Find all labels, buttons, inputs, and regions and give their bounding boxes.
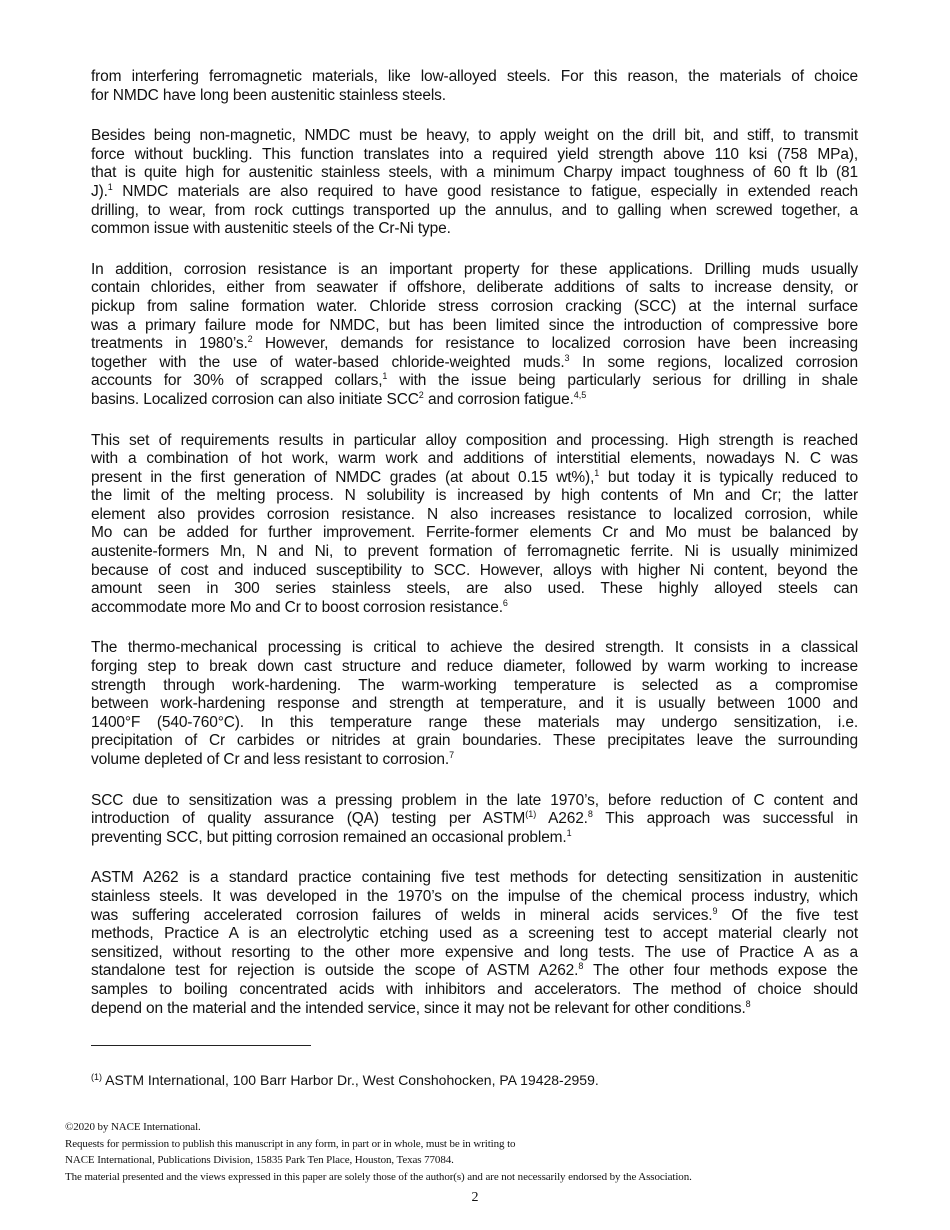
text-run: preventing SCC, but pitting corrosion remained an occasional problem. <box>91 828 567 846</box>
paragraph <box>91 432 858 618</box>
text-run: precipitation of Cr carbides or nitrides at grain boundaries. These precipitates leave the surrounding <box>91 732 858 750</box>
text-line <box>91 261 858 280</box>
text-run: and corrosion fatigue. <box>423 390 574 408</box>
citation-superscript: 1 <box>382 371 388 382</box>
text-line <box>91 829 858 848</box>
text-line <box>91 335 858 354</box>
text-line <box>91 981 858 1000</box>
text-run: amount seen in 300 series stainless steels, are also used. These highly alloyed steels can <box>91 580 858 598</box>
citation-superscript: 8 <box>587 809 593 820</box>
text-line <box>91 962 858 981</box>
text-run: treatments in 1980’s. <box>91 335 248 353</box>
text-line <box>91 944 858 963</box>
footnote-separator <box>91 1045 311 1046</box>
text-run: Of the five test <box>717 906 858 924</box>
paragraph <box>91 127 858 239</box>
text-run: common issue with austenitic steels of the Cr-Ni type. <box>91 220 451 238</box>
text-run: together with the use of water-based chloride-weighted muds. <box>91 353 565 371</box>
text-run: standalone test for rejection is outside the scope of ASTM A262. <box>91 962 579 980</box>
text-run: drilling, to wear, from rock cuttings transported up the annulus, and to galling when screwed together, a <box>91 201 858 219</box>
text-line <box>91 639 858 658</box>
text-run: introduction of quality assurance (QA) testing per ASTM <box>91 810 526 828</box>
text-run: was a primary failure mode for NMDC, but has been limited since the introduction of compressive bore <box>91 316 858 334</box>
text-line <box>91 450 858 469</box>
citation-superscript: 6 <box>502 597 508 608</box>
text-line <box>91 183 858 202</box>
text-line <box>91 68 858 87</box>
text-run: This approach was successful in <box>592 810 859 828</box>
text-run: sensitized, without resorting to the other more expensive and long tests. The use of Practice A as a <box>91 943 858 961</box>
text-run: present in the first generation of NMDC grades (at about 0.15 wt%), <box>91 468 595 486</box>
text-run: methods, Practice A is an electrolytic etching used as a screening test to accept material clearly not <box>91 925 858 943</box>
text-line <box>91 810 858 829</box>
paragraph <box>91 68 858 105</box>
citation-superscript: (1) <box>525 809 537 820</box>
text-run: strength through work-hardening. The warm-working temperature is selected as a compromise <box>91 676 858 694</box>
text-line <box>91 732 858 751</box>
text-run: element also provides corrosion resistance. N also increases resistance to localized corrosion, while <box>91 505 858 523</box>
paragraph <box>91 792 858 848</box>
citation-superscript: 4,5 <box>573 389 587 400</box>
body-text <box>91 68 858 1040</box>
text-run: contain chlorides, either from seawater if offshore, deliberate additions of salts to increase density, or <box>91 279 858 297</box>
text-run: NMDC materials are also required to have good resistance to fatigue, especially in extended reach <box>112 182 858 200</box>
citation-superscript: 3 <box>564 352 570 363</box>
text-run: but today it is typically reduced to <box>599 468 858 486</box>
text-line <box>91 164 858 183</box>
text-line <box>91 279 858 298</box>
citation-superscript: 7 <box>449 750 455 760</box>
text-line <box>91 469 858 488</box>
text-line <box>91 869 858 888</box>
text-run: depend on the material and the intended service, since it may not be relevant for other conditions. <box>91 999 746 1017</box>
text-run: stainless steels. It was developed in the 1970’s on the impulse of the chemical process industry, which <box>91 887 858 905</box>
text-line <box>91 677 858 696</box>
text-run: SCC due to sensitization was a pressing problem in the late 1970’s, before reduction of C content and <box>91 791 858 809</box>
text-run: accounts for 30% of scrapped collars, <box>91 372 383 390</box>
text-line <box>91 298 858 317</box>
text-line <box>91 354 858 373</box>
text-run: The other four methods expose the <box>583 962 858 980</box>
text-line <box>91 599 858 618</box>
text-line <box>91 925 858 944</box>
text-line <box>91 506 858 525</box>
text-line <box>91 907 858 926</box>
citation-superscript: 8 <box>745 998 751 1009</box>
text-line <box>91 87 858 106</box>
text-run: the limit of the melting process. N solubility is increased by high contents of Mn and Cr; the latter <box>91 487 858 505</box>
text-run: In addition, corrosion resistance is an important property for these applications. Drilling muds usually <box>91 260 858 278</box>
text-run: with the issue being particularly serious for drilling in shale <box>387 372 858 390</box>
citation-superscript: 2 <box>418 389 424 400</box>
text-run: ASTM A262 is a standard practice containing five test methods for detecting sensitization in austenitic <box>91 869 858 887</box>
text-run: for NMDC have long been austenitic stainless steels. <box>91 86 446 104</box>
text-run: force without buckling. This function translates into a required yield strength above 110 ksi (758 MPa), <box>91 145 858 163</box>
copyright-footer <box>65 1119 692 1186</box>
text-run: samples to boiling concentrated acids with inhibitors and accelerators. The method of choice should <box>91 980 858 998</box>
text-run: pickup from saline formation water. Chloride stress corrosion cracking (SCC) at the internal surface <box>91 297 858 315</box>
text-line <box>91 146 858 165</box>
text-line <box>91 562 858 581</box>
citation-superscript: 1 <box>107 181 113 192</box>
text-line <box>91 580 858 599</box>
paragraph <box>91 261 858 410</box>
text-run: The thermo-mechanical processing is critical to achieve the desired strength. It consists in a classical <box>91 639 858 657</box>
text-run: A262. <box>536 810 588 828</box>
footer-line: ©2020 by NACE International. <box>65 1121 201 1133</box>
footnote <box>91 1072 599 1088</box>
footer-line: The material presented and the views expressed in this paper are solely those of the author(s) and are not necessarily endorsed by the Association. <box>65 1171 692 1184</box>
text-line <box>91 658 858 677</box>
citation-superscript: 1 <box>594 467 600 478</box>
text-line <box>91 432 858 451</box>
footnote-marker: (1) <box>91 1072 102 1082</box>
text-run: However, demands for resistance to localized corrosion have been increasing <box>252 335 858 353</box>
text-line <box>91 127 858 146</box>
text-line <box>91 524 858 543</box>
text-line <box>91 487 858 506</box>
citation-superscript: 9 <box>712 905 718 916</box>
text-run: because of cost and induced susceptibility to SCC. However, alloys with higher Ni content, beyond the <box>91 561 858 579</box>
paragraph <box>91 869 858 1018</box>
text-run: In some regions, localized corrosion <box>569 353 858 371</box>
text-run: from interfering ferromagnetic materials, like low-alloyed steels. For this reason, the materials of choice <box>91 68 858 85</box>
text-line <box>91 317 858 336</box>
text-line <box>91 751 858 770</box>
text-line <box>91 202 858 221</box>
text-line <box>91 543 858 562</box>
text-run: J). <box>91 182 108 200</box>
text-run: basins. Localized corrosion can also initiate SCC <box>91 390 419 408</box>
text-line <box>91 372 858 391</box>
citation-superscript: 2 <box>247 334 253 345</box>
text-run: volume depleted of Cr and less resistant to corrosion. <box>91 751 450 768</box>
text-line <box>91 391 858 410</box>
text-run: This set of requirements results in particular alloy composition and processing. High strength is reached <box>91 431 858 449</box>
citation-superscript: 1 <box>566 827 572 838</box>
text-line <box>91 220 858 239</box>
text-run: that is quite high for austenitic stainless steels, with a minimum Charpy impact toughness of 60 ft lb (81 <box>91 164 858 182</box>
text-run: forging step to break down cast structure and reduce diameter, followed by warm working to increase <box>91 658 858 676</box>
text-run: accommodate more Mo and Cr to boost corrosion resistance. <box>91 598 503 616</box>
footer-line: Requests for permission to publish this manuscript in any form, in part or in whole, must be in writing to <box>65 1137 516 1150</box>
text-line <box>91 695 858 714</box>
text-run: Mo can be added for further improvement. Ferrite-former elements Cr and Mo must be balanced by <box>91 524 858 542</box>
text-line <box>91 792 858 811</box>
text-run: with a combination of hot work, warm work and additions of interstitial elements, nowadays N. C was <box>91 450 858 468</box>
page-number: 2 <box>471 1190 479 1205</box>
text-run: between work-hardening response and strength at temperature, and it is usually between 1000 and <box>91 695 858 713</box>
text-line <box>91 714 858 733</box>
text-run: was suffering accelerated corrosion failures of welds in mineral acids services. <box>91 906 713 924</box>
text-run: 1400°F (540-760°C). In this temperature range these materials may undergo sensitization, i.e. <box>91 713 858 731</box>
footer-line: NACE International, Publications Division, 15835 Park Ten Place, Houston, Texas 77084. <box>65 1154 454 1167</box>
text-line <box>91 888 858 907</box>
text-run: austenite-formers Mn, N and Ni, to prevent formation of ferromagnetic ferrite. Ni is usually minimized <box>91 543 858 561</box>
text-run: Besides being non-magnetic, NMDC must be heavy, to apply weight on the drill bit, and stiff, to transmit <box>91 127 858 145</box>
citation-superscript: 8 <box>578 961 584 972</box>
paragraph <box>91 639 858 769</box>
footnote-text: ASTM International, 100 Barr Harbor Dr., West Conshohocken, PA 19428-2959. <box>102 1072 599 1088</box>
text-line <box>91 1000 858 1019</box>
